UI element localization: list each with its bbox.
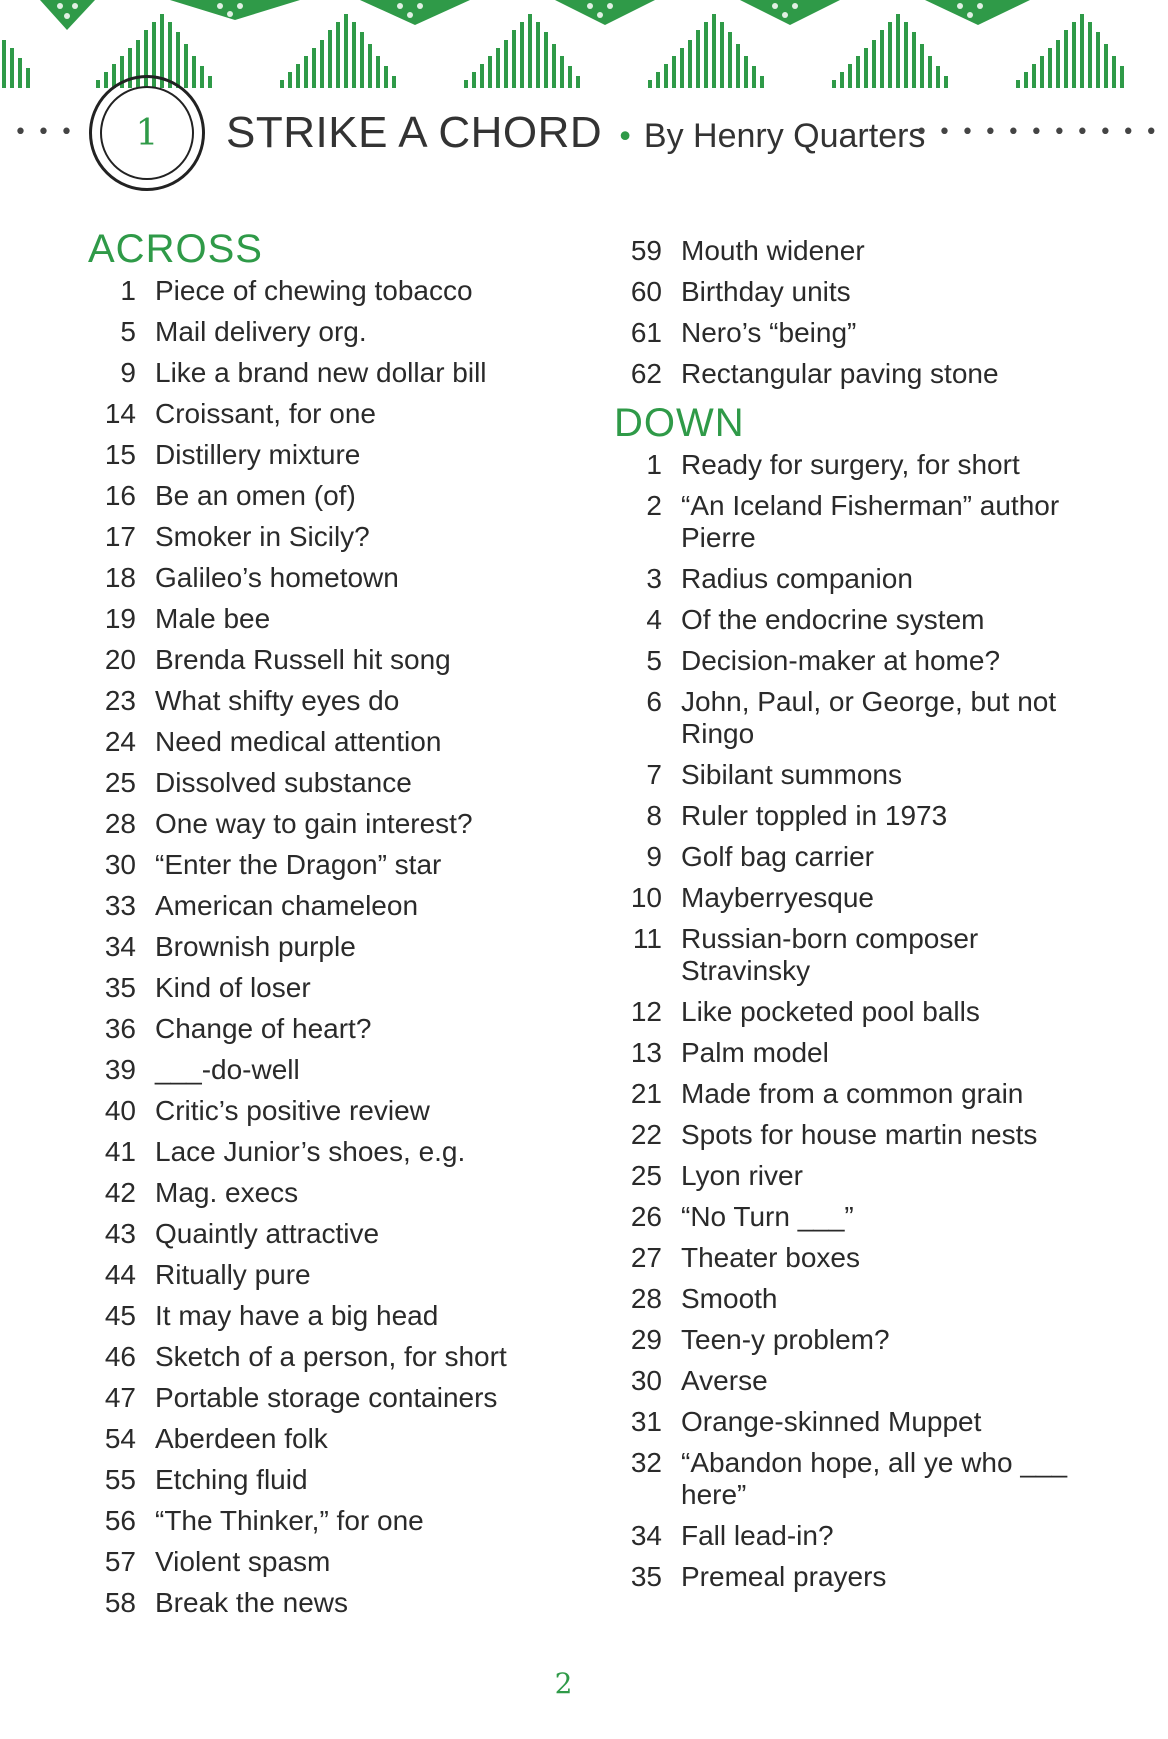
clue-number: 41 bbox=[104, 1136, 136, 1167]
down-heading: DOWN bbox=[614, 401, 745, 445]
clue-text: Brownish purple bbox=[155, 931, 356, 962]
clue-text: Radius companion bbox=[681, 563, 913, 594]
clue-row bbox=[614, 1238, 1114, 1279]
clue-row bbox=[614, 1074, 1114, 1115]
clue-text: John, Paul, or George, but not Ringo bbox=[681, 686, 1057, 749]
clue-text: Mag. execs bbox=[155, 1177, 299, 1208]
clue-number: 25 bbox=[630, 1160, 662, 1191]
clue-row bbox=[614, 1443, 1114, 1516]
clue-text: Ritually pure bbox=[155, 1259, 311, 1290]
clue-text: Russian-born composer Stravinsky bbox=[681, 923, 979, 986]
clue-number: 20 bbox=[104, 644, 136, 675]
clue-row bbox=[88, 1460, 588, 1501]
clue-number: 21 bbox=[630, 1078, 662, 1109]
clue-text: Palm model bbox=[681, 1037, 829, 1068]
clue-row bbox=[88, 312, 588, 353]
clue-row bbox=[614, 1197, 1114, 1238]
clue-number: 60 bbox=[630, 276, 662, 307]
clue-text: Smoker in Sicily? bbox=[155, 521, 370, 552]
clue-row bbox=[88, 1296, 588, 1337]
clue-text: Violent spasm bbox=[155, 1546, 331, 1577]
clue-text: Averse bbox=[681, 1365, 768, 1396]
clue-number: 3 bbox=[646, 563, 662, 594]
clue-number: 54 bbox=[104, 1423, 136, 1454]
clue-number: 61 bbox=[630, 317, 662, 348]
clues-column-right bbox=[614, 231, 1114, 1598]
clue-number: 28 bbox=[630, 1283, 662, 1314]
clue-row bbox=[614, 641, 1114, 682]
title-row bbox=[226, 108, 925, 168]
clue-text: “Abandon hope, all ye who ___ here” bbox=[681, 1447, 1068, 1510]
clue-row bbox=[88, 271, 588, 312]
clue-text: Theater boxes bbox=[681, 1242, 860, 1273]
clue-text: One way to gain interest? bbox=[155, 808, 473, 839]
clue-number: 34 bbox=[104, 931, 136, 962]
clue-number: 40 bbox=[104, 1095, 136, 1126]
clue-number: 15 bbox=[104, 439, 136, 470]
clue-number: 58 bbox=[104, 1587, 136, 1618]
clue-number: 55 bbox=[104, 1464, 136, 1495]
clue-text: Critic’s positive review bbox=[155, 1095, 430, 1126]
clue-number: 24 bbox=[104, 726, 136, 757]
clue-row bbox=[88, 927, 588, 968]
byline: By Henry Quarters bbox=[643, 117, 926, 155]
clue-number: 1 bbox=[120, 275, 136, 306]
clue-text: Lace Junior’s shoes, e.g. bbox=[155, 1136, 466, 1167]
clue-number: 7 bbox=[646, 759, 662, 790]
clue-row bbox=[614, 992, 1114, 1033]
clue-text: Like pocketed pool balls bbox=[681, 996, 980, 1027]
clue-number: 27 bbox=[630, 1242, 662, 1273]
clue-text: It may have a big head bbox=[155, 1300, 439, 1331]
clue-number: 11 bbox=[632, 923, 662, 954]
clue-text: Golf bag carrier bbox=[681, 841, 874, 872]
clue-row bbox=[614, 1516, 1114, 1557]
clue-number: 31 bbox=[630, 1406, 662, 1437]
clue-text: Lyon river bbox=[681, 1160, 803, 1191]
clue-row bbox=[88, 1050, 588, 1091]
clue-row bbox=[88, 1378, 588, 1419]
clue-text: “The Thinker,” for one bbox=[155, 1505, 424, 1536]
clue-row bbox=[88, 886, 588, 927]
clue-number: 17 bbox=[104, 521, 136, 552]
clue-row bbox=[614, 1115, 1114, 1156]
clue-number: 30 bbox=[104, 849, 136, 880]
clue-number: 36 bbox=[104, 1013, 136, 1044]
clue-text: Nero’s “being” bbox=[681, 317, 857, 348]
clue-row bbox=[88, 1214, 588, 1255]
clue-row bbox=[88, 1583, 588, 1624]
page-number: 2 bbox=[554, 1667, 573, 1700]
clue-number: 62 bbox=[630, 358, 662, 389]
clue-number: 57 bbox=[104, 1546, 136, 1577]
clue-number: 25 bbox=[104, 767, 136, 798]
clue-row bbox=[88, 353, 588, 394]
clue-row bbox=[614, 272, 1114, 313]
puzzle-title: STRIKE A CHORD bbox=[226, 108, 603, 157]
clue-text: “No Turn ___” bbox=[681, 1201, 854, 1232]
clue-row bbox=[614, 1320, 1114, 1361]
clue-row bbox=[88, 1542, 588, 1583]
clue-number: 44 bbox=[104, 1259, 136, 1290]
clue-number: 56 bbox=[104, 1505, 136, 1536]
clue-text: Spots for house martin nests bbox=[681, 1119, 1038, 1150]
clue-text: Mouth widener bbox=[681, 235, 865, 266]
clue-text: Orange-skinned Muppet bbox=[681, 1406, 982, 1437]
clue-number: 46 bbox=[104, 1341, 136, 1372]
clue-text: Change of heart? bbox=[155, 1013, 372, 1044]
clue-number: 29 bbox=[630, 1324, 662, 1355]
clue-number: 14 bbox=[104, 398, 136, 429]
clue-text: Ruler toppled in 1973 bbox=[681, 800, 948, 831]
clue-row bbox=[88, 435, 588, 476]
title-separator: • bbox=[616, 120, 634, 155]
clue-number: 35 bbox=[104, 972, 136, 1003]
clue-text: Be an omen (of) bbox=[155, 480, 356, 511]
clue-row bbox=[88, 968, 588, 1009]
clue-row bbox=[614, 354, 1114, 395]
clue-row bbox=[614, 313, 1114, 354]
clue-row bbox=[614, 1156, 1114, 1197]
clue-row bbox=[88, 681, 588, 722]
clue-number: 19 bbox=[104, 603, 136, 634]
clue-number: 23 bbox=[104, 685, 136, 716]
clue-number: 35 bbox=[630, 1561, 662, 1592]
clue-number: 10 bbox=[630, 882, 662, 913]
clue-number: 5 bbox=[646, 645, 662, 676]
clues-column-left bbox=[88, 227, 588, 1624]
clue-row bbox=[88, 1132, 588, 1173]
clue-number: 45 bbox=[104, 1300, 136, 1331]
clue-row bbox=[614, 796, 1114, 837]
clue-text: Teen-y problem? bbox=[681, 1324, 890, 1355]
clue-row bbox=[614, 878, 1114, 919]
clue-number: 9 bbox=[646, 841, 662, 872]
clue-number: 33 bbox=[104, 890, 136, 921]
clue-text: Mayberryesque bbox=[681, 882, 874, 913]
clue-text: Premeal prayers bbox=[681, 1561, 887, 1592]
clue-text: American chameleon bbox=[155, 890, 419, 921]
clue-text: Aberdeen folk bbox=[155, 1423, 328, 1454]
clue-row bbox=[88, 476, 588, 517]
clue-text: ___-do-well bbox=[155, 1054, 300, 1085]
clue-row bbox=[88, 1009, 588, 1050]
clue-text: Galileo’s hometown bbox=[155, 562, 399, 593]
clue-row bbox=[88, 1337, 588, 1378]
clue-row bbox=[88, 640, 588, 681]
clue-text: Portable storage containers bbox=[155, 1382, 498, 1413]
clue-number: 16 bbox=[104, 480, 136, 511]
clue-row bbox=[88, 845, 588, 886]
clue-text: Male bee bbox=[155, 603, 271, 634]
clue-number: 13 bbox=[630, 1037, 662, 1068]
clue-text: Sketch of a person, for short bbox=[155, 1341, 507, 1372]
clue-number: 59 bbox=[630, 235, 662, 266]
clue-text: Ready for surgery, for short bbox=[681, 449, 1020, 480]
clue-text: Dissolved substance bbox=[155, 767, 412, 798]
clue-number: 18 bbox=[104, 562, 136, 593]
clue-text: Quaintly attractive bbox=[155, 1218, 380, 1249]
clue-text: Decision-maker at home? bbox=[681, 645, 1001, 676]
across-clue-list-continued bbox=[614, 231, 1114, 395]
clue-text: Like a brand new dollar bill bbox=[155, 357, 487, 388]
clue-number: 39 bbox=[104, 1054, 136, 1085]
clue-row bbox=[88, 1091, 588, 1132]
leader-dots-right: ••••••••••• bbox=[915, 120, 1168, 145]
clue-row bbox=[614, 559, 1114, 600]
clue-text: Made from a common grain bbox=[681, 1078, 1024, 1109]
clue-text: What shifty eyes do bbox=[155, 685, 400, 716]
clue-number: 26 bbox=[630, 1201, 662, 1232]
clue-number: 32 bbox=[630, 1447, 662, 1478]
clue-text: Birthday units bbox=[681, 276, 851, 307]
clue-text: Mail delivery org. bbox=[155, 316, 367, 347]
clue-text: Smooth bbox=[681, 1283, 778, 1314]
clue-number: 34 bbox=[630, 1520, 662, 1551]
clue-text: Sibilant summons bbox=[681, 759, 902, 790]
clue-text: Need medical attention bbox=[155, 726, 442, 757]
clue-number: 42 bbox=[104, 1177, 136, 1208]
clue-number: 12 bbox=[630, 996, 662, 1027]
clue-text: Piece of chewing tobacco bbox=[155, 275, 473, 306]
clue-text: Distillery mixture bbox=[155, 439, 361, 470]
clue-number: 28 bbox=[104, 808, 136, 839]
clue-text: Kind of loser bbox=[155, 972, 311, 1003]
clue-row bbox=[88, 722, 588, 763]
clue-row bbox=[614, 919, 1114, 992]
clue-text: Fall lead-in? bbox=[681, 1520, 834, 1551]
clue-number: 43 bbox=[104, 1218, 136, 1249]
clue-row bbox=[614, 1033, 1114, 1074]
clue-row bbox=[614, 682, 1114, 755]
clue-number: 8 bbox=[646, 800, 662, 831]
clue-row bbox=[88, 1173, 588, 1214]
clue-number: 9 bbox=[120, 357, 136, 388]
clue-text: Break the news bbox=[155, 1587, 348, 1618]
clue-number: 2 bbox=[646, 490, 662, 521]
clue-row bbox=[614, 1557, 1114, 1598]
clue-text: Brenda Russell hit song bbox=[155, 644, 451, 675]
across-clue-list bbox=[88, 271, 588, 1624]
clue-row bbox=[614, 837, 1114, 878]
clue-number: 47 bbox=[104, 1382, 136, 1413]
clue-row bbox=[614, 486, 1114, 559]
clue-row bbox=[614, 1361, 1114, 1402]
leader-dots-left: ••• bbox=[14, 120, 83, 145]
clue-row bbox=[614, 445, 1114, 486]
puzzle-number-badge bbox=[89, 75, 205, 191]
clue-row bbox=[88, 558, 588, 599]
clue-text: Rectangular paving stone bbox=[681, 358, 999, 389]
clue-row bbox=[88, 804, 588, 845]
clue-number: 22 bbox=[630, 1119, 662, 1150]
clue-text: “An Iceland Fisherman” author Pierre bbox=[681, 490, 1060, 553]
clue-row bbox=[88, 599, 588, 640]
across-heading: ACROSS bbox=[88, 227, 263, 271]
clue-text: Etching fluid bbox=[155, 1464, 308, 1495]
clue-row bbox=[614, 755, 1114, 796]
clue-row bbox=[614, 1279, 1114, 1320]
clue-text: Croissant, for one bbox=[155, 398, 376, 429]
clue-number: 4 bbox=[646, 604, 662, 635]
puzzle-number: 1 bbox=[100, 86, 194, 180]
clue-row bbox=[614, 1402, 1114, 1443]
down-clue-list bbox=[614, 445, 1114, 1598]
clue-row bbox=[88, 1501, 588, 1542]
clue-row bbox=[88, 517, 588, 558]
clue-row bbox=[614, 231, 1114, 272]
clue-text: “Enter the Dragon” star bbox=[155, 849, 442, 880]
clue-number: 6 bbox=[646, 686, 662, 717]
clue-number: 30 bbox=[630, 1365, 662, 1396]
clue-row bbox=[88, 763, 588, 804]
clue-row bbox=[88, 1255, 588, 1296]
clue-number: 1 bbox=[646, 449, 662, 480]
clue-row bbox=[614, 600, 1114, 641]
clue-text: Of the endocrine system bbox=[681, 604, 985, 635]
clue-number: 5 bbox=[120, 316, 136, 347]
clue-row bbox=[88, 1419, 588, 1460]
clue-row bbox=[88, 394, 588, 435]
